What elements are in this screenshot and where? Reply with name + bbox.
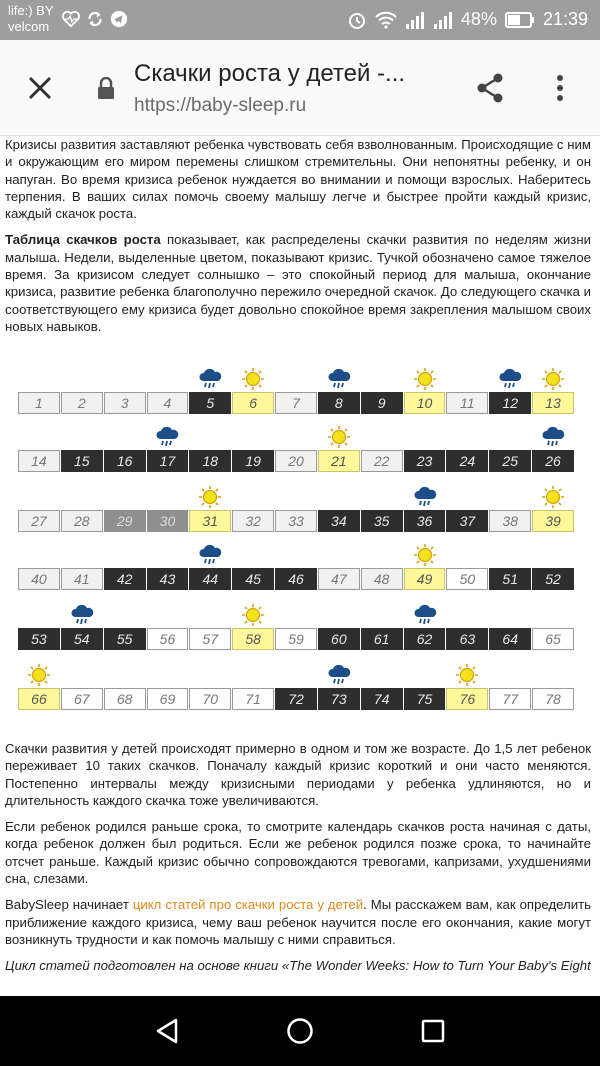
- week-number: 9: [377, 395, 386, 411]
- week-cell: [104, 450, 146, 472]
- week-cell: [404, 568, 446, 590]
- storm-cloud-icon: [497, 367, 523, 391]
- week-cell: [147, 568, 189, 590]
- week-number: 14: [31, 453, 47, 469]
- telegram-icon: [110, 10, 128, 28]
- week-number: 2: [77, 395, 86, 411]
- week-cell: [104, 568, 146, 590]
- week-cell: [489, 568, 531, 590]
- storm-cloud-icon: [412, 603, 438, 627]
- paragraph-5: [5, 896, 591, 948]
- week-number: 1: [35, 395, 43, 411]
- week-number: 36: [416, 513, 433, 529]
- week-number: 60: [331, 631, 347, 647]
- week-cell: [489, 510, 531, 532]
- week-cell: [489, 392, 531, 414]
- growth-spurt-weeks-table: [0, 360, 600, 720]
- sun-icon: [540, 367, 566, 391]
- week-cell: [446, 688, 488, 710]
- week-number: 49: [416, 571, 433, 587]
- storm-cloud-icon: [69, 603, 95, 627]
- recents-square-icon[interactable]: [418, 1016, 448, 1046]
- week-cell: [61, 392, 103, 414]
- week-cell: [104, 688, 146, 710]
- table-title-bold: Таблица скачков роста: [5, 232, 161, 248]
- paragraph-6: Цикл статей подготовлен на основе книги «The Wonder Weeks: How to Turn Your Baby's Eight: [5, 958, 591, 974]
- storm-cloud-icon: [412, 485, 438, 509]
- week-number: 10: [416, 395, 433, 411]
- week-cell: [104, 510, 146, 532]
- week-cell: [189, 568, 231, 590]
- week-number: 78: [545, 691, 561, 707]
- week-number: 31: [202, 513, 219, 529]
- week-cell: [18, 688, 60, 710]
- week-cell: [489, 688, 531, 710]
- week-number: 17: [159, 453, 176, 469]
- signal-icon: [405, 11, 425, 29]
- week-cell: [61, 628, 103, 650]
- week-cell: [18, 392, 60, 414]
- week-cell: [489, 450, 531, 472]
- week-cell: [532, 628, 574, 650]
- week-number: 76: [459, 691, 476, 707]
- article-content: [5, 136, 591, 344]
- week-number: 24: [459, 453, 476, 469]
- sun-icon: [240, 603, 266, 627]
- week-number: 39: [545, 513, 561, 529]
- week-cell: [275, 392, 317, 414]
- week-number: 77: [502, 691, 518, 707]
- back-triangle-icon[interactable]: [152, 1016, 182, 1046]
- page-url[interactable]: https://baby-sleep.ru: [134, 95, 307, 116]
- week-number: 52: [545, 571, 561, 587]
- week-cell: [489, 628, 531, 650]
- week-cell: [318, 450, 360, 472]
- battery-icon: [505, 12, 535, 28]
- week-cell: [18, 510, 60, 532]
- week-cell: [404, 450, 446, 472]
- week-cell: [232, 450, 274, 472]
- storm-cloud-icon: [197, 367, 223, 391]
- week-number: 21: [331, 453, 347, 469]
- week-number: 56: [159, 631, 176, 647]
- carrier-line-1: life:) BY: [8, 3, 54, 18]
- week-number: 44: [202, 571, 219, 587]
- status-bar: [0, 0, 600, 40]
- week-number: 74: [373, 691, 390, 707]
- week-number: 67: [73, 691, 90, 707]
- week-cell: [532, 392, 574, 414]
- week-number: 48: [373, 571, 390, 587]
- week-cell: [147, 510, 189, 532]
- week-number: 64: [502, 631, 518, 647]
- week-cell: [404, 392, 446, 414]
- week-number: 23: [416, 453, 433, 469]
- week-number: 47: [331, 571, 347, 587]
- paragraph-5-start: BabySleep начинает: [5, 897, 133, 913]
- week-cell: [361, 392, 403, 414]
- week-number: 40: [31, 571, 47, 587]
- week-cell: [318, 688, 360, 710]
- more-menu-icon[interactable]: [548, 70, 572, 106]
- week-number: 63: [459, 631, 476, 647]
- week-cell: [232, 628, 274, 650]
- week-cell: [189, 628, 231, 650]
- android-nav-bar: [0, 996, 600, 1066]
- week-cell: [275, 450, 317, 472]
- weeks-row: [18, 450, 574, 472]
- week-cell: [404, 510, 446, 532]
- paragraph-4: Если ребенок родился раньше срока, то смотрите календарь скачков роста начиная с даты, когда ребенок должен был родиться. Если же ребенок родился позже срока, то начинайте отсчет раньше. Каждый кризис обычно сопровождаются тревогами, капризами, ухудшениями сна, слезами.: [5, 819, 591, 887]
- week-number: 13: [545, 395, 561, 411]
- home-circle-icon[interactable]: [285, 1016, 315, 1046]
- week-number: 37: [459, 513, 476, 529]
- alarm-icon: [347, 10, 367, 30]
- week-number: 22: [373, 453, 390, 469]
- week-cell: [275, 568, 317, 590]
- week-number: 38: [502, 513, 518, 529]
- paragraph-1: Кризисы развития заставляют ребенка чувствовать себя взволнованным. Происходящие с ним и окружающим его миром перемены слишком стремительны. Они непонятны ребенку, и он напуган. Во время кризиса ребенок нуждается во внимании и помощи взрослых. Наберитесь терпения. В ваших силах помочь своему малышу легче и быстрее пройти каждый кризис, каждый скачок роста.: [5, 137, 591, 222]
- weeks-row: [18, 568, 574, 590]
- week-number: 3: [120, 395, 129, 411]
- sun-icon: [197, 485, 223, 509]
- page-title: Скачки роста у детей -...: [134, 60, 406, 87]
- week-cell: [275, 688, 317, 710]
- week-number: 30: [159, 513, 176, 529]
- week-cell: [275, 628, 317, 650]
- week-number: 4: [163, 395, 172, 411]
- storm-cloud-icon: [540, 425, 566, 449]
- week-cell: [446, 568, 488, 590]
- week-number: 54: [73, 631, 90, 647]
- week-cell: [232, 568, 274, 590]
- paragraph-5-end: . Мы расскажем вам, как определить приближение каждого кризиса, чему ваш ребенок научится после его окончания, какие могут возникнуть трудности и как помочь малышу с ними справиться.: [5, 897, 592, 947]
- sun-icon: [454, 663, 480, 687]
- week-number: 33: [288, 513, 304, 529]
- week-cell: [61, 688, 103, 710]
- week-number: 62: [416, 631, 433, 647]
- sun-icon: [326, 425, 352, 449]
- week-number: 58: [245, 631, 261, 647]
- weeks-row: [18, 392, 574, 414]
- week-cell: [446, 392, 488, 414]
- week-number: 16: [116, 453, 133, 469]
- clock: 21:39: [542, 9, 588, 29]
- sun-icon: [540, 485, 566, 509]
- week-cell: [18, 450, 60, 472]
- week-cell: [189, 450, 231, 472]
- week-number: 29: [116, 513, 133, 529]
- week-cell: [361, 568, 403, 590]
- week-number: 65: [545, 631, 561, 647]
- week-number: 46: [288, 571, 304, 587]
- week-cell: [404, 688, 446, 710]
- week-number: 12: [502, 395, 518, 411]
- week-number: 32: [245, 513, 261, 529]
- signal-icon-2: [433, 11, 453, 29]
- week-number: 27: [31, 513, 47, 529]
- carrier-info: [8, 3, 54, 35]
- sun-icon: [412, 367, 438, 391]
- wifi-icon: [375, 11, 397, 29]
- week-number: 34: [331, 513, 347, 529]
- week-number: 59: [288, 631, 304, 647]
- week-number: 72: [288, 691, 304, 707]
- browser-toolbar: [0, 40, 600, 136]
- heart-pulse-icon: [62, 10, 80, 28]
- week-cell: [61, 568, 103, 590]
- battery-percent: 48%: [460, 9, 497, 29]
- week-number: 57: [202, 631, 219, 647]
- week-cell: [104, 392, 146, 414]
- sun-icon: [26, 663, 52, 687]
- close-icon[interactable]: [22, 70, 58, 106]
- week-cell: [446, 450, 488, 472]
- article-series-link[interactable]: цикл статей про скачки роста у детей: [132, 897, 364, 913]
- sun-icon: [240, 367, 266, 391]
- carrier-line-2: velcom: [8, 19, 50, 34]
- week-cell: [361, 688, 403, 710]
- week-number: 55: [116, 631, 133, 647]
- week-cell: [361, 450, 403, 472]
- paragraph-3: Скачки развития у детей происходят примерно в одном и том же возрасте. До 1,5 лет ребенок переживает 10 таких скачков. Поначалу каждый кризис короткий и они часто меняются. Постепенно интервалы между кризисными периодами у ребенка удлиняются, но и длительность каждого скачка тоже увеличиваются.: [5, 741, 591, 808]
- sync-icon: [86, 10, 104, 28]
- week-cell: [147, 392, 189, 414]
- week-cell: [446, 510, 488, 532]
- storm-cloud-icon: [326, 367, 352, 391]
- weeks-row: [18, 688, 574, 710]
- week-number: 28: [73, 513, 90, 529]
- week-cell: [61, 450, 103, 472]
- weeks-row: [18, 510, 574, 532]
- week-cell: [147, 628, 189, 650]
- storm-cloud-icon: [326, 663, 352, 687]
- week-number: 19: [245, 453, 261, 469]
- week-number: 42: [116, 571, 133, 587]
- week-number: 43: [159, 571, 176, 587]
- week-cell: [532, 510, 574, 532]
- week-number: 66: [31, 691, 47, 707]
- week-number: 75: [416, 691, 433, 707]
- week-number: 20: [288, 453, 304, 469]
- week-cell: [189, 392, 231, 414]
- article-content-lower: [5, 740, 591, 986]
- week-cell: [232, 688, 274, 710]
- storm-cloud-icon: [154, 425, 180, 449]
- week-number: 61: [373, 631, 390, 647]
- week-number: 71: [245, 691, 261, 707]
- paragraph-2: [5, 231, 591, 335]
- week-number: 73: [331, 691, 347, 707]
- week-cell: [404, 628, 446, 650]
- lock-icon: [96, 77, 116, 99]
- week-number: 8: [334, 395, 343, 411]
- week-number: 41: [73, 571, 90, 587]
- week-number: 25: [502, 453, 518, 469]
- week-number: 35: [373, 513, 390, 529]
- week-cell: [275, 510, 317, 532]
- week-number: 6: [249, 395, 258, 411]
- week-cell: [147, 450, 189, 472]
- week-cell: [18, 568, 60, 590]
- week-number: 11: [460, 395, 475, 411]
- week-cell: [318, 568, 360, 590]
- week-number: 53: [31, 631, 47, 647]
- week-cell: [318, 628, 360, 650]
- sun-icon: [412, 543, 438, 567]
- week-number: 50: [459, 571, 476, 587]
- week-cell: [61, 510, 103, 532]
- week-cell: [532, 688, 574, 710]
- week-number: 45: [245, 571, 261, 587]
- week-cell: [318, 392, 360, 414]
- week-cell: [532, 450, 574, 472]
- week-cell: [446, 628, 488, 650]
- week-cell: [361, 510, 403, 532]
- week-number: 26: [545, 453, 561, 469]
- week-cell: [232, 510, 274, 532]
- week-number: 5: [206, 395, 215, 411]
- week-number: 69: [159, 691, 176, 707]
- paragraph-2-text: показывает, как распределены скачки развития по неделям жизни малыша. Недели, выделенные цветом, показывают кризис. Тучкой обозначено самое тяжелое время. За кризисом следует солнышко – это спокойный период для малыша, окончание кризиса, развитие ребенка благополучно пережило очередной скачок. До следующего скачка и соответствующего ему кризиса будет довольно спокойное время закрепления малышом своих новых навыков.: [5, 232, 591, 334]
- week-cell: [189, 688, 231, 710]
- week-number: 51: [502, 571, 518, 587]
- week-cell: [147, 688, 189, 710]
- week-cell: [104, 628, 146, 650]
- week-cell: [318, 510, 360, 532]
- share-icon[interactable]: [472, 70, 508, 106]
- week-cell: [361, 628, 403, 650]
- week-number: 68: [116, 691, 133, 707]
- week-cell: [532, 568, 574, 590]
- week-number: 18: [202, 453, 219, 469]
- week-number: 15: [73, 453, 90, 469]
- storm-cloud-icon: [197, 543, 223, 567]
- week-cell: [18, 628, 60, 650]
- week-cell: [232, 392, 274, 414]
- week-number: 7: [292, 395, 300, 411]
- week-number: 70: [202, 691, 219, 707]
- week-cell: [189, 510, 231, 532]
- weeks-row: [18, 628, 574, 650]
